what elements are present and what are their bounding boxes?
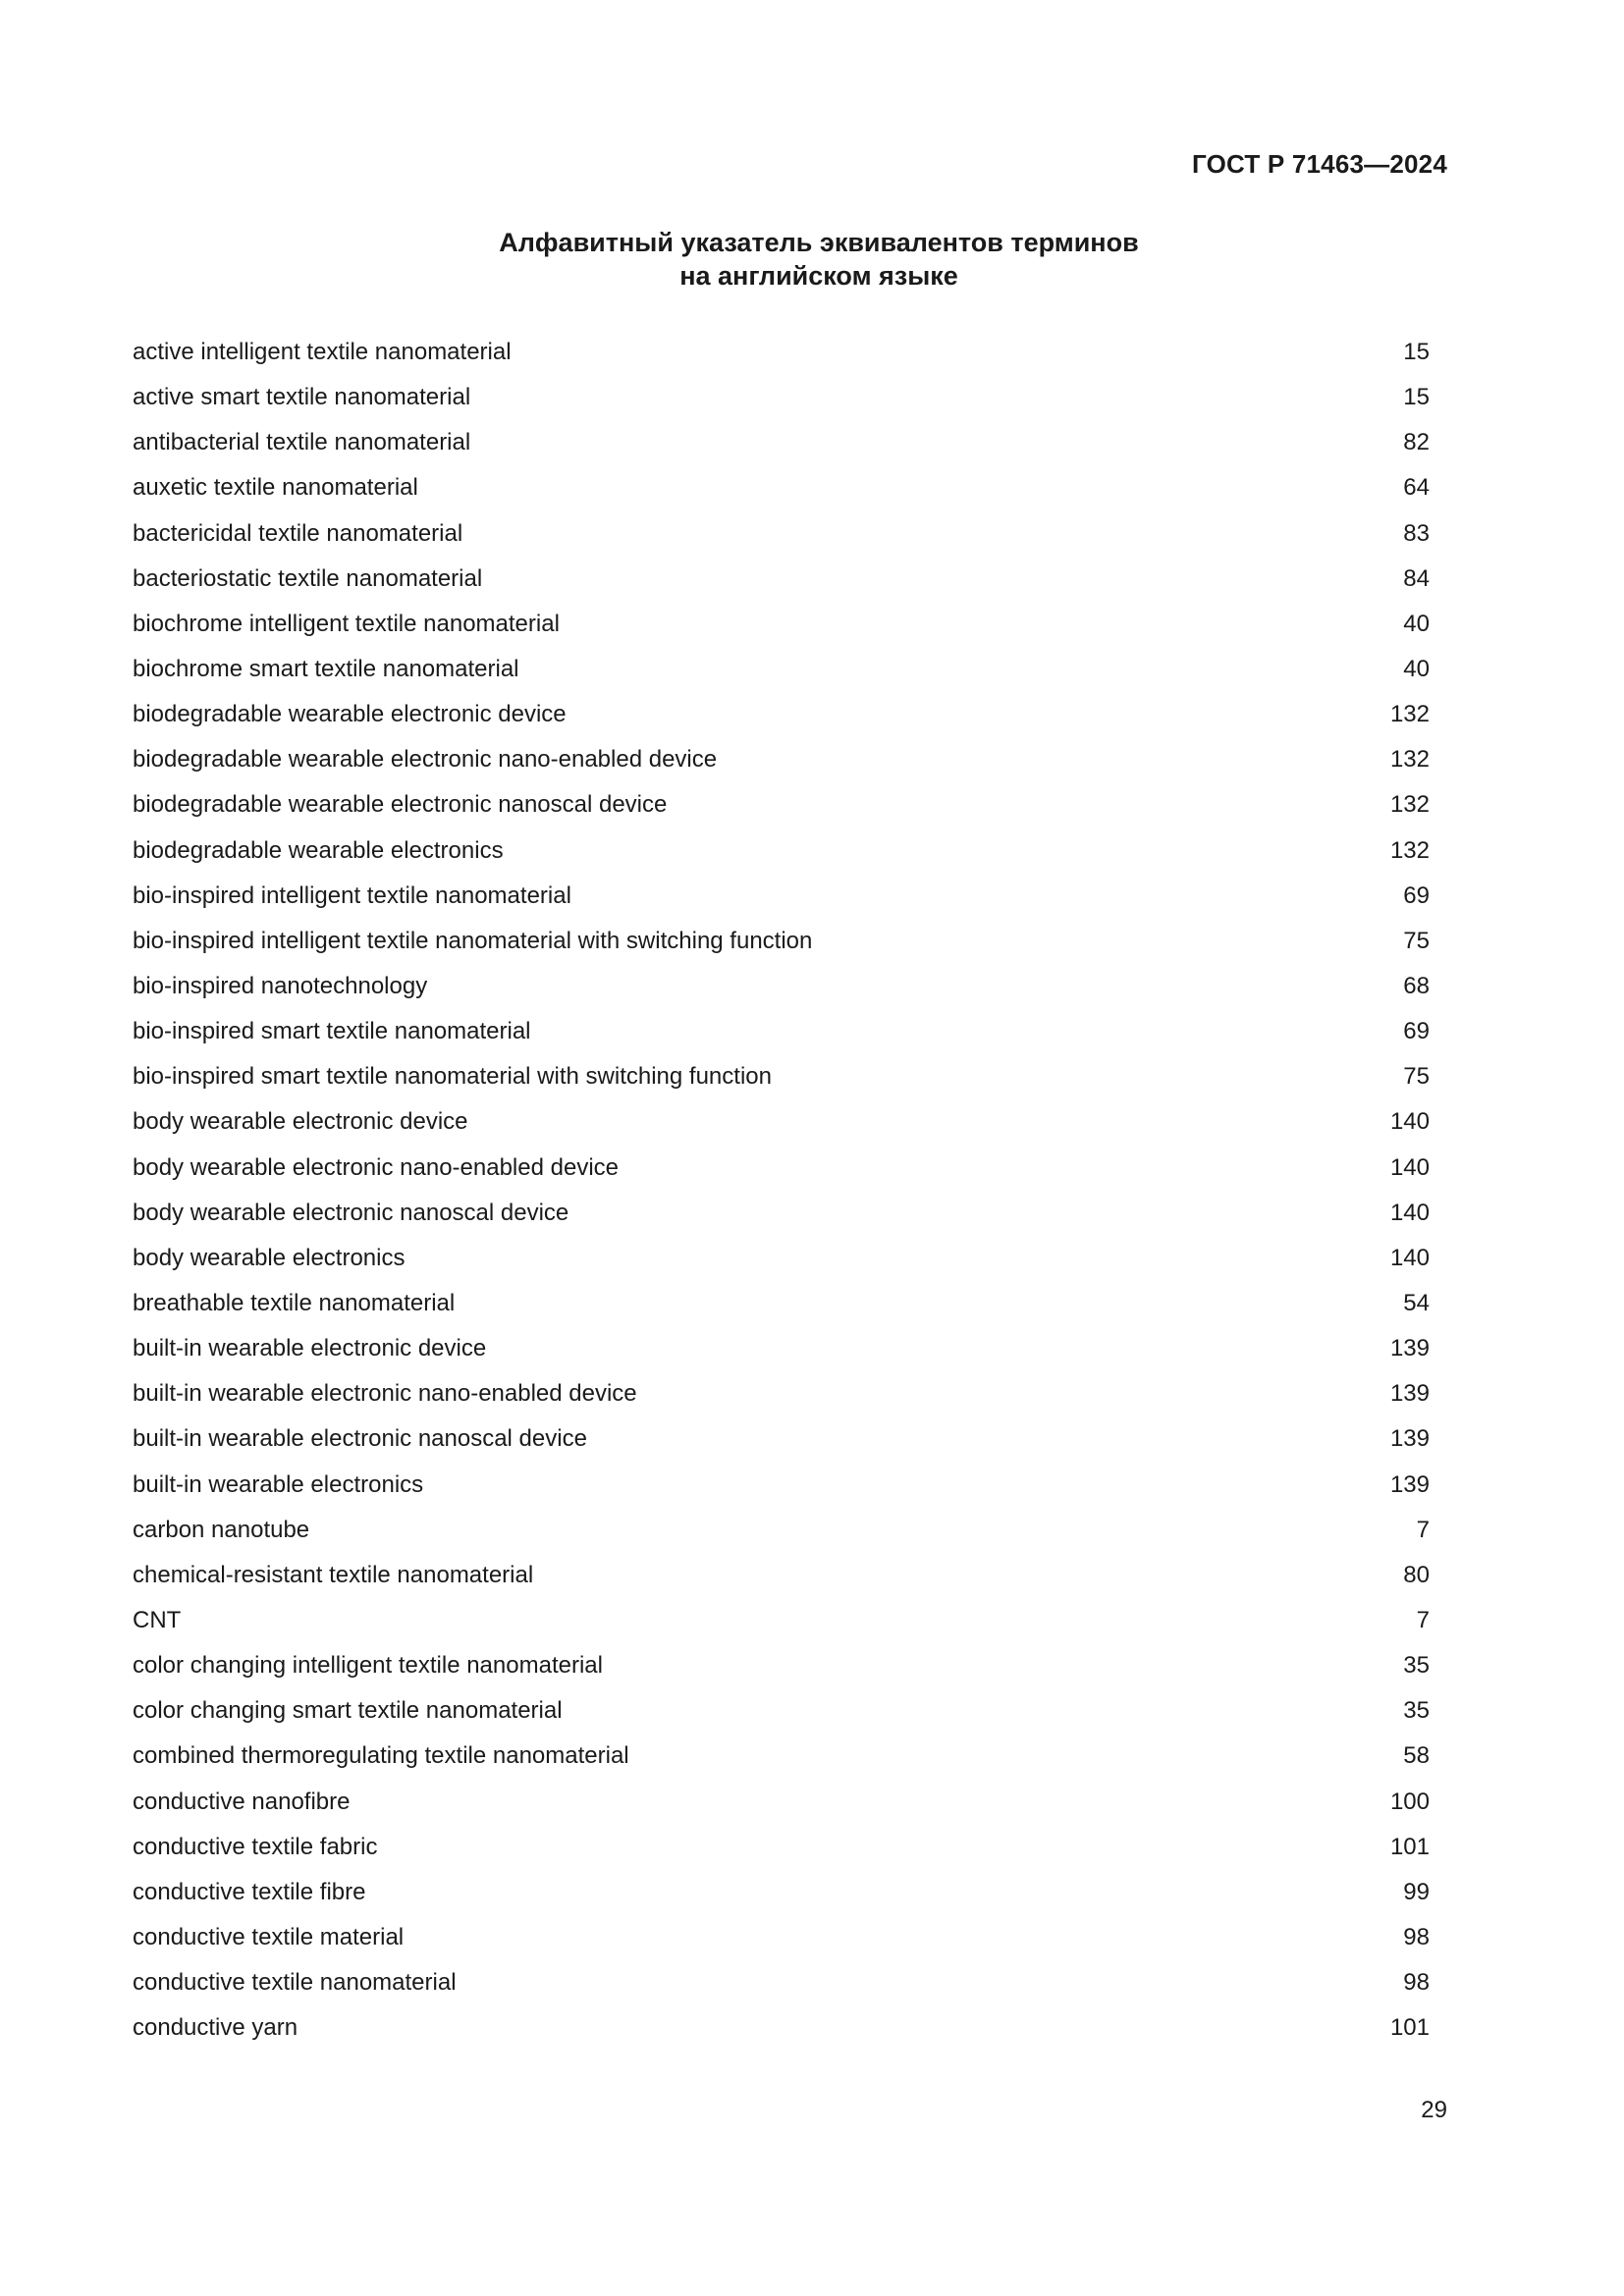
index-entry-ref: 75 <box>1403 1063 1430 1091</box>
index-entry-term: conductive textile nanomaterial <box>133 1969 457 1997</box>
index-entry-term: body wearable electronic device <box>133 1108 468 1136</box>
term-index-list <box>133 330 1430 2051</box>
index-entry-term: conductive yarn <box>133 2014 298 2042</box>
index-entry-ref: 54 <box>1403 1290 1430 1317</box>
index-entry <box>133 782 1430 828</box>
index-entry-ref: 101 <box>1389 2014 1430 2042</box>
index-entry <box>133 964 1430 1009</box>
index-entry-ref: 140 <box>1389 1199 1430 1226</box>
index-entry-ref: 99 <box>1403 1878 1430 1905</box>
index-entry-ref: 140 <box>1389 1108 1430 1136</box>
index-entry-ref: 83 <box>1403 519 1430 547</box>
index-entry-ref: 132 <box>1389 746 1430 774</box>
index-entry-ref: 139 <box>1389 1470 1430 1498</box>
index-title-line-2: на английском языке <box>679 261 958 291</box>
index-entry-term: biochrome intelligent textile nanomaterial <box>133 610 560 637</box>
index-entry <box>133 692 1430 737</box>
index-entry-ref: 132 <box>1389 701 1430 728</box>
index-entry-term: carbon nanotube <box>133 1516 310 1543</box>
index-entry <box>133 511 1430 557</box>
index-entry-term: auxetic textile nanomaterial <box>133 474 418 502</box>
index-entry-ref: 7 <box>1416 1516 1430 1543</box>
index-entry-term: bio-inspired intelligent textile nanomaterial <box>133 881 571 909</box>
index-entry-term: built-in wearable electronic device <box>133 1335 487 1362</box>
index-entry-ref: 132 <box>1389 791 1430 819</box>
index-entry-term: color changing intelligent textile nanomaterial <box>133 1652 603 1680</box>
index-entry <box>133 1281 1430 1326</box>
index-entry <box>133 465 1430 510</box>
index-entry <box>133 1598 1430 1643</box>
index-entry-term: antibacterial textile nanomaterial <box>133 429 471 456</box>
index-entry-ref: 15 <box>1403 339 1430 366</box>
index-entry <box>133 1009 1430 1054</box>
index-entry-ref: 35 <box>1403 1652 1430 1680</box>
index-entry-term: body wearable electronic nanoscal device <box>133 1199 569 1226</box>
index-entry-ref: 139 <box>1389 1335 1430 1362</box>
index-entry-ref: 80 <box>1403 1561 1430 1588</box>
index-entry <box>133 1099 1430 1145</box>
index-entry-ref: 58 <box>1403 1742 1430 1770</box>
index-entry-ref: 82 <box>1403 429 1430 456</box>
index-entry <box>133 1508 1430 1553</box>
index-entry <box>133 1463 1430 1508</box>
index-entry-term: biodegradable wearable electronic nanoscal device <box>133 791 668 819</box>
index-entry-term: breathable textile nanomaterial <box>133 1290 456 1317</box>
index-entry-ref: 40 <box>1403 656 1430 683</box>
index-entry <box>133 1416 1430 1462</box>
index-entry-term: bio-inspired intelligent textile nanomaterial with switching function <box>133 927 813 954</box>
index-entry <box>133 1870 1430 1915</box>
index-entry <box>133 557 1430 602</box>
index-entry-term: bio-inspired smart textile nanomaterial with switching function <box>133 1063 772 1091</box>
index-entry <box>133 919 1430 964</box>
index-entry <box>133 602 1430 647</box>
index-entry-ref: 68 <box>1403 973 1430 1000</box>
index-entry-term: conductive textile fibre <box>133 1878 366 1905</box>
index-entry-ref: 139 <box>1389 1380 1430 1408</box>
index-entry-term: bactericidal textile nanomaterial <box>133 519 463 547</box>
index-entry <box>133 330 1430 375</box>
index-entry-ref: 140 <box>1389 1244 1430 1271</box>
index-entry <box>133 1643 1430 1688</box>
index-entry-term: active intelligent textile nanomaterial <box>133 339 512 366</box>
index-entry-ref: 7 <box>1416 1607 1430 1633</box>
index-entry-term: combined thermoregulating textile nanomaterial <box>133 1742 629 1770</box>
index-entry-term: bio-inspired smart textile nanomaterial <box>133 1018 531 1045</box>
index-entry-ref: 40 <box>1403 610 1430 637</box>
index-title-line-1: Алфавитный указатель эквивалентов терминов <box>499 228 1139 257</box>
index-entry-term: built-in wearable electronic nano-enabled device <box>133 1380 637 1408</box>
index-entry-term: CNT <box>133 1607 182 1633</box>
index-entry-term: bio-inspired nanotechnology <box>133 973 428 1000</box>
index-entry-term: biodegradable wearable electronics <box>133 836 504 864</box>
index-entry-term: conductive textile material <box>133 1923 405 1950</box>
index-entry-ref: 139 <box>1389 1425 1430 1453</box>
standard-code-header: ГОСТ Р 71463—2024 <box>1192 149 1447 179</box>
index-entry <box>133 1553 1430 1598</box>
index-entry-ref: 101 <box>1389 1833 1430 1860</box>
index-entry <box>133 1780 1430 1825</box>
index-entry-ref: 15 <box>1403 384 1430 411</box>
index-entry <box>133 2005 1430 2051</box>
index-entry-ref: 69 <box>1403 881 1430 909</box>
index-title <box>0 226 1624 293</box>
index-entry-term: biochrome smart textile nanomaterial <box>133 656 519 683</box>
index-entry <box>133 1146 1430 1191</box>
index-entry-ref: 84 <box>1403 564 1430 592</box>
index-entry <box>133 1825 1430 1870</box>
index-entry <box>133 828 1430 874</box>
index-entry <box>133 737 1430 782</box>
index-entry <box>133 420 1430 465</box>
index-entry-term: body wearable electronic nano-enabled device <box>133 1153 619 1181</box>
index-entry-term: biodegradable wearable electronic nano-enabled device <box>133 746 718 774</box>
index-entry-ref: 100 <box>1389 1788 1430 1815</box>
index-entry <box>133 1915 1430 1960</box>
index-entry <box>133 1054 1430 1099</box>
index-entry-term: body wearable electronics <box>133 1244 406 1271</box>
index-entry-term: biodegradable wearable electronic device <box>133 701 567 728</box>
index-entry-term: color changing smart textile nanomaterial <box>133 1697 563 1725</box>
index-entry-ref: 98 <box>1403 1923 1430 1950</box>
index-entry-term: bacteriostatic textile nanomaterial <box>133 564 483 592</box>
index-entry-term: built-in wearable electronic nanoscal device <box>133 1425 587 1453</box>
index-entry <box>133 1734 1430 1779</box>
index-entry <box>133 874 1430 919</box>
index-entry-term: built-in wearable electronics <box>133 1470 424 1498</box>
index-entry <box>133 1236 1430 1281</box>
index-entry-ref: 140 <box>1389 1153 1430 1181</box>
index-entry <box>133 1326 1430 1371</box>
index-entry <box>133 1960 1430 2005</box>
index-entry <box>133 647 1430 692</box>
index-entry-term: chemical-resistant textile nanomaterial <box>133 1561 534 1588</box>
index-entry <box>133 1191 1430 1236</box>
index-entry-ref: 132 <box>1389 836 1430 864</box>
index-entry-ref: 64 <box>1403 474 1430 502</box>
index-entry-term: conductive textile fabric <box>133 1833 378 1860</box>
index-entry <box>133 1371 1430 1416</box>
page-number: 29 <box>1421 2097 1447 2123</box>
index-entry <box>133 1688 1430 1734</box>
index-entry-ref: 98 <box>1403 1969 1430 1997</box>
index-entry <box>133 375 1430 420</box>
index-entry-term: conductive nanofibre <box>133 1788 351 1815</box>
index-entry-ref: 69 <box>1403 1018 1430 1045</box>
index-entry-term: active smart textile nanomaterial <box>133 384 471 411</box>
index-entry-ref: 35 <box>1403 1697 1430 1725</box>
index-entry-ref: 75 <box>1403 927 1430 954</box>
